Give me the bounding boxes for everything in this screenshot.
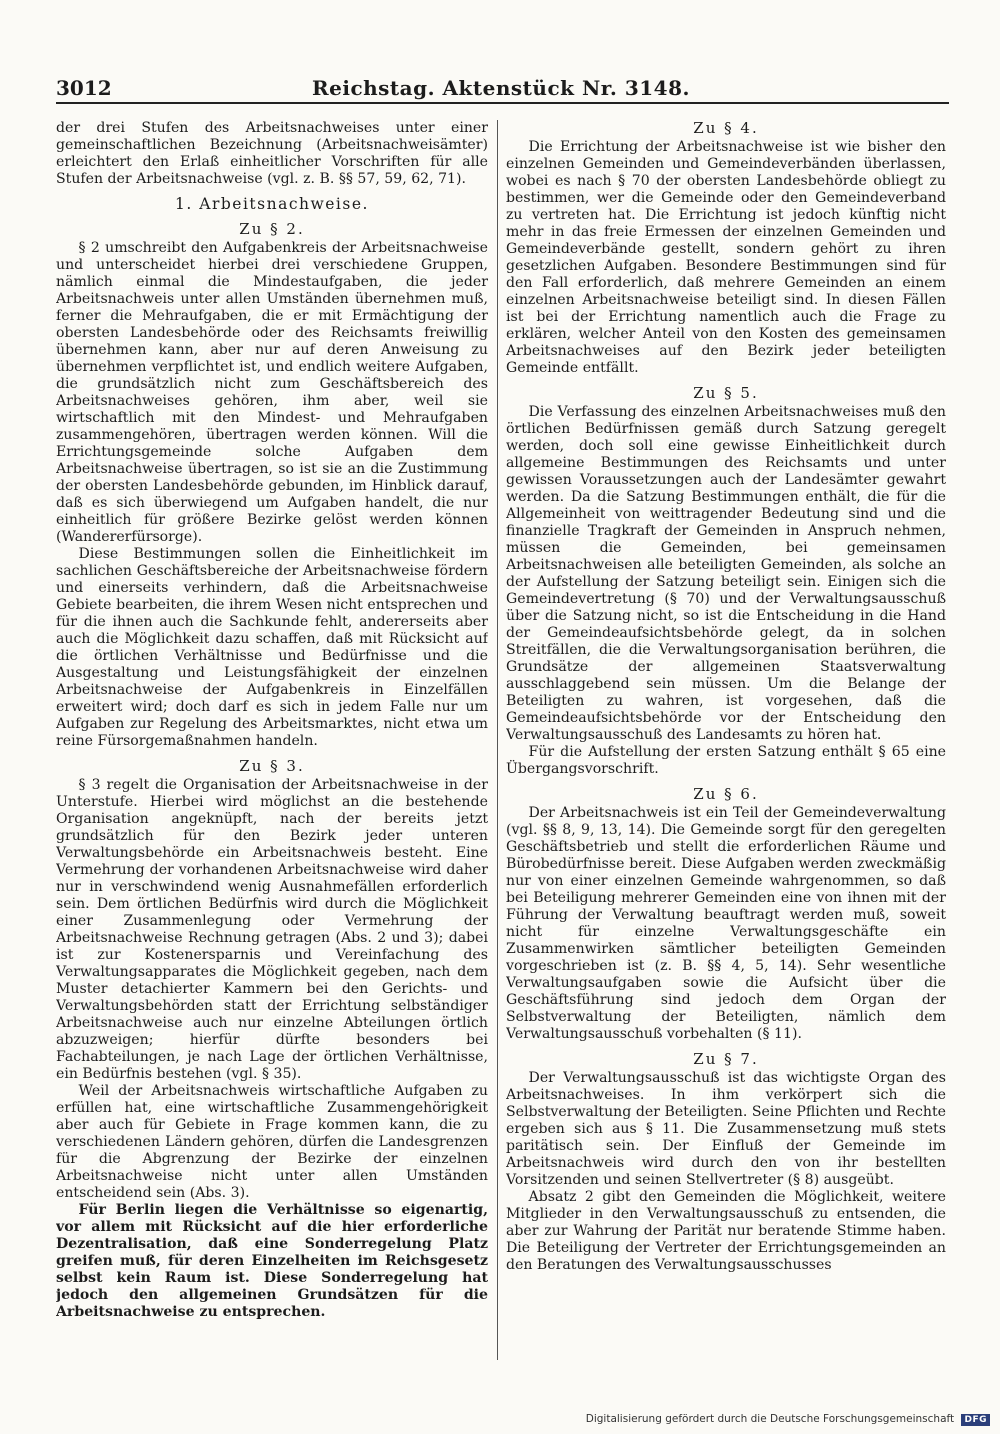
paragraph: Der Verwaltungsausschuß ist das wichtigste Organ des Arbeitsnachweises. In ihm verkörpert sich die Selbstverwaltung der Beteiligten. Seine Pflichten und Rechte ergeben sich aus § 11. Die Zusammensetzung muß stets paritätisch sein. Der Einfluß der Gemeinde im Arbeitsnachweis wird durch den von ihr bestellten Vorsitzenden und seinen Stellvertreter (§ 8) ausgeübt. [506,1070,946,1188]
digitization-credit [586,1413,990,1426]
section-heading-7: Zu § 7. [693,1050,759,1068]
section-title: 1. Arbeitsnachweise. [175,195,369,213]
section-heading-4: Zu § 4. [693,120,759,137]
right-column [506,120,946,1365]
paragraph: Der Arbeitsnachweis ist ein Teil der Gemeindeverwaltung (vgl. §§ 8, 9, 13, 14). Die Gemeinde sorgt für den geregelten Geschäftsbetrieb und stellt die erforderlichen Räume und Bürobedürfnisse bereit. Diese Aufgaben werden zweckmäßig nur von einer einzelnen Gemeinde wahrgenommen, so daß bei Beteiligung mehrerer Gemeinden eine von ihnen mit der Führung der Verwaltung beauftragt werden muß, soweit nicht für einzelne Verwaltungsgeschäfte ein Zusammenwirken sämtlicher beteiligten Gemeinden vorgeschrieben ist (z. B. §§ 4, 5, 14). Sehr wesentliche Verwaltungsaufgaben sowie die Aufsicht über die Geschäftsführung sind jedoch dem Organ der Selbstverwaltung der Beteiligten, nämlich dem Verwaltungsausschuß vorbehalten (§ 11). [506,805,946,1042]
header-rule [56,102,949,104]
column-divider [497,120,498,1360]
paragraph: § 3 regelt die Organisation der Arbeitsnachweise in der Unterstufe. Hierbei wird möglichst an die bestehende Organisation angeknüpft, nach der bereits jetzt grundsätzlich für den Bezirk jeder unteren Verwaltungsbehörde ein Arbeitsnachweis besteht. Eine Vermehrung der vorhandenen Arbeitsnachweise wird daher nur in verschwindend wenig Ausnahmefällen erforderlich sein. Dem örtlichen Bedürfnis wird durch die Möglichkeit einer Zusammenlegung oder Vermehrung der Arbeitsnachweise Rechnung getragen (Abs. 2 und 3); dabei ist zur Kostenersparnis und Vereinfachung des Verwaltungsapparates die Möglichkeit gegeben, nach dem Muster detachierter Kammern bei den Gerichts- und Verwaltungsbehörden statt der Errichtung selbständiger Arbeitsnachweise auch nur einzelne Abteilungen örtlich abzuzweigen; hierfür dürfte besonders bei Fachabteilungen, je nach Lage der örtlichen Verhältnisse, ein Bedürfnis bestehen (vgl. § 35). [56,777,488,1082]
paragraph: Diese Bestimmungen sollen die Einheitlichkeit im sachlichen Geschäftsbereiche der Arbeitsnachweise fördern und einerseits verhindern, daß die Arbeitsnachweise Gebiete bearbeiten, die ihrem Wesen nicht entsprechen und für die ihnen auch die Sachkunde fehlt, andererseits aber auch die Möglichkeit dazu schaffen, daß mit Rücksicht auf die örtlichen Verhältnisse und Bedürfnisse und die Ausgestaltung und Leistungsfähigkeit der einzelnen Arbeitsnachweise der Aufgabenkreis in Einzelfällen erweitert wird; doch darf es sich in jedem Falle nur um Aufgaben zur Regelung des Arbeitsmarktes, nicht etwa um reine Fürsorgemaßnahmen handeln. [56,546,488,749]
paragraph-berlin: Für Berlin liegen die Verhältnisse so eigenartig, vor allem mit Rücksicht auf die hier erforderliche Dezentralisation, daß eine Sonderregelung Platz greifen muß, für deren Einzelheiten im Reichsgesetz selbst kein Raum ist. Diese Sonderregelung hat jedoch den allgemeinen Grundsätzen für die Arbeitsnachweise zu entsprechen. [56,1202,488,1320]
paragraph: Absatz 2 gibt den Gemeinden die Möglichkeit, weitere Mitglieder in den Verwaltungsausschuß zu entsenden, die aber zur Wahrung der Parität nur beratende Stimme haben. Die Beteiligung der Vertreter der Errichtungsgemeinden an den Beratungen des Verwaltungsausschusses [506,1189,946,1273]
intro-paragraph: der drei Stufen des Arbeitsnachweises unter einer gemeinschaftlichen Bezeichnung (Arbeitsnachweisämter) erleichtert den Erlaß einheitlicher Vorschriften für alle Stufen der Arbeitsnachweise (vgl. z. B. §§ 57, 59, 62, 71). [56,120,488,187]
credit-text: Digitalisierung gefördert durch die Deutsche Forschungsgemeinschaft [585,1413,955,1425]
paragraph: Weil der Arbeitsnachweis wirtschaftliche Aufgaben zu erfüllen hat, eine wirtschaftliche Zusammengehörigkeit aber auch für Gebiete in Frage kommen kann, die zu verschiedenen Ländern gehören, dürfen die Landesgrenzen für die Abgrenzung der Bezirke der einzelnen Arbeitsnachweise nicht unter allen Umständen entscheidend sein (Abs. 3). [56,1083,488,1201]
paragraph: Die Verfassung des einzelnen Arbeitsnachweises muß den örtlichen Bedürfnissen gemäß durch Satzung geregelt werden, doch soll eine gewisse Einheitlichkeit durch allgemeine Bestimmungen des Reichsamts und unter gewissen Voraussetzungen auch der Landesämter gewahrt werden. Da die Satzung Bestimmungen enthält, die für die Allgemeinheit von weittragender Bedeutung sind und die finanzielle Tragkraft der Gemeinden in Anspruch nehmen, müssen die Gemeinden, bei gemeinsamen Arbeitsnachweisen alle beteiligten Gemeinden, als solche an der Aufstellung der Satzung beteiligt sein. Einigen sich die Gemeindevertretung (§ 70) und der Verwaltungsausschuß über die Satzung nicht, so ist die Entscheidung in die Hand der Gemeindeaufsichtsbehörde gelegt, da in solchen Streitfällen, die die Verwaltungsorganisation berühren, die Grundsätze der allgemeinen Staatsverwaltung ausschlaggebend sein müssen. Um die Belange der Beteiligten zu wahren, ist vorgesehen, daß die Gemeindeaufsichtsbehörde vor der Entscheidung den Verwaltungsausschuß des Landesamts zu hören hat. [506,404,946,743]
page-number: 3012 [56,76,112,100]
dfg-logo: DFG [961,1414,990,1426]
running-title: Reichstag. Aktenstück Nr. 3148. [312,76,690,100]
section-heading-5: Zu § 5. [693,384,759,402]
page-header [56,76,946,102]
paragraph: Die Errichtung der Arbeitsnachweise ist wie bisher den einzelnen Gemeinden und Gemeindeverbänden überlassen, wobei es nach § 70 der obersten Landesbehörde obliegt zu bestimmen, wer die Gemeinde oder den Gemeindeverband zu vertreten hat. Die Errichtung ist jedoch künftig nicht mehr in das freie Ermessen der einzelnen Gemeinden und Gemeindeverbände gestellt, sondern gehört zu ihren gesetzlichen Aufgaben. Besondere Bestimmungen sind für den Fall erforderlich, daß mehrere Gemeinden an einem einzelnen Arbeitsnachweise beteiligt sind. In diesen Fällen ist bei der Errichtung namentlich auch die Frage zu erklären, welcher Anteil von den Kosten des gemeinsamen Arbeitsnachweises auf den Bezirk jeder beteiligten Gemeinde entfällt. [506,139,946,376]
paragraph: § 2 umschreibt den Aufgabenkreis der Arbeitsnachweise und unterscheidet hierbei drei verschiedene Gruppen, nämlich einmal die Mindestaufgaben, die jeder Arbeitsnachweis unter allen Umständen übernehmen muß, ferner die Mehraufgaben, die er mit Ermächtigung der obersten Landesbehörde oder des Reichsamts freiwillig übernehmen kann, aber nur auf deren Anweisung zu übernehmen verpflichtet ist, und endlich weitere Aufgaben, die grundsätzlich nicht zum Geschäftsbereich des Arbeitsnachweises gehören, ihm aber, weil sie wirtschaftlich mit den Mindest- und Mehraufgaben zusammengehören, übertragen werden können. Will die Errichtungsgemeinde solche Aufgaben dem Arbeitsnachweise übertragen, so ist sie an die Zustimmung der obersten Landesbehörde gebunden, im Hinblick darauf, daß es sich überwiegend um Aufgaben handelt, die nur einheitlich für größere Bezirke gelöst werden können (Wandererfürsorge). [56,240,488,545]
section-heading-3: Zu § 3. [239,757,305,775]
section-heading-2: Zu § 2. [239,220,305,238]
left-column [56,120,488,1365]
paragraph: Für die Aufstellung der ersten Satzung enthält § 65 eine Übergangsvorschrift. [506,744,946,777]
section-heading-6: Zu § 6. [693,785,759,803]
